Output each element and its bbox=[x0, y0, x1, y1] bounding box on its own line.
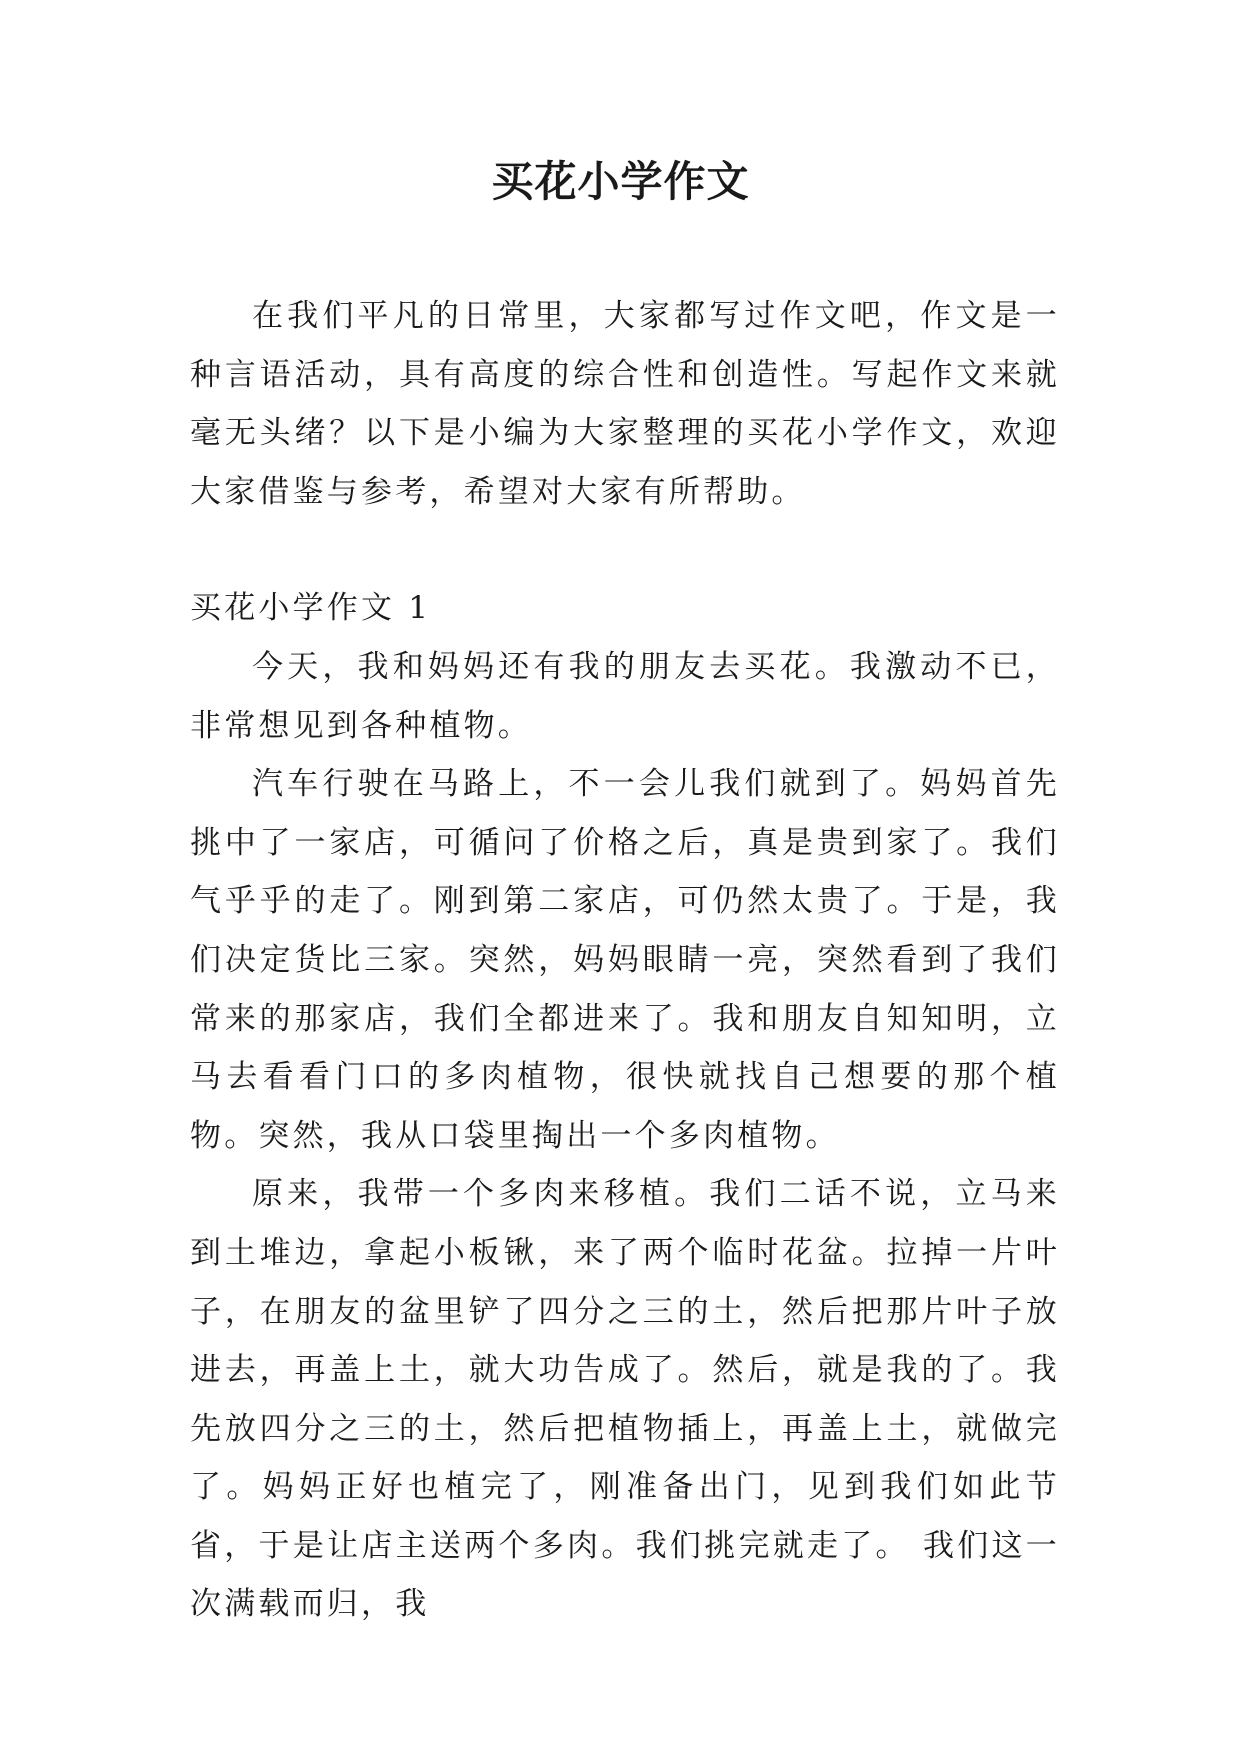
body-paragraph: 今天，我和妈妈还有我的朋友去买花。我激动不已，非常想见到各种植物。 bbox=[190, 648, 1060, 744]
document-body bbox=[190, 287, 1060, 1634]
body-paragraph: 原来，我带一个多肉来移植。我们二话不说，立马来到土堆边，拿起小板锹，来了两个临时花盆。拉掉一片叶子，在朋友的盆里铲了四分之三的土，然后把那片叶子放进去，再盖上土，就大功告成了。然后，就是我的了。我先放四分之三的土，然后把植物插上，再盖上土，就做完了。妈妈正好也植完了，刚准备出门，见到我们如此节省，于是让店主送两个多肉。我们挑完就走了。 我们这一次满载而归，我 bbox=[190, 1176, 1060, 1623]
body-paragraph: 汽车行驶在马路上，不一会儿我们就到了。妈妈首先挑中了一家店，可循问了价格之后，真是贵到家了。我们气乎乎的走了。刚到第二家店，可仍然太贵了。于是，我们决定货比三家。突然，妈妈眼睛一亮，突然看到了我们常来的那家店，我们全都进来了。我和朋友自知知明，立马去看看门口的多肉植物，很快就找自己想要的那个植物。突然，我从口袋里掏出一个多肉植物。 bbox=[190, 766, 1060, 1154]
intro-paragraph: 在我们平凡的日常里，大家都写过作文吧，作文是一种言语活动，具有高度的综合性和创造性。写起作文来就毫无头绪？以下是小编为大家整理的买花小学作文，欢迎大家借鉴与参考，希望对大家有所帮助。 bbox=[190, 298, 1060, 510]
document-title: 买花小学作文 bbox=[491, 157, 750, 206]
section-heading: 买花小学作文 1 bbox=[190, 590, 432, 627]
